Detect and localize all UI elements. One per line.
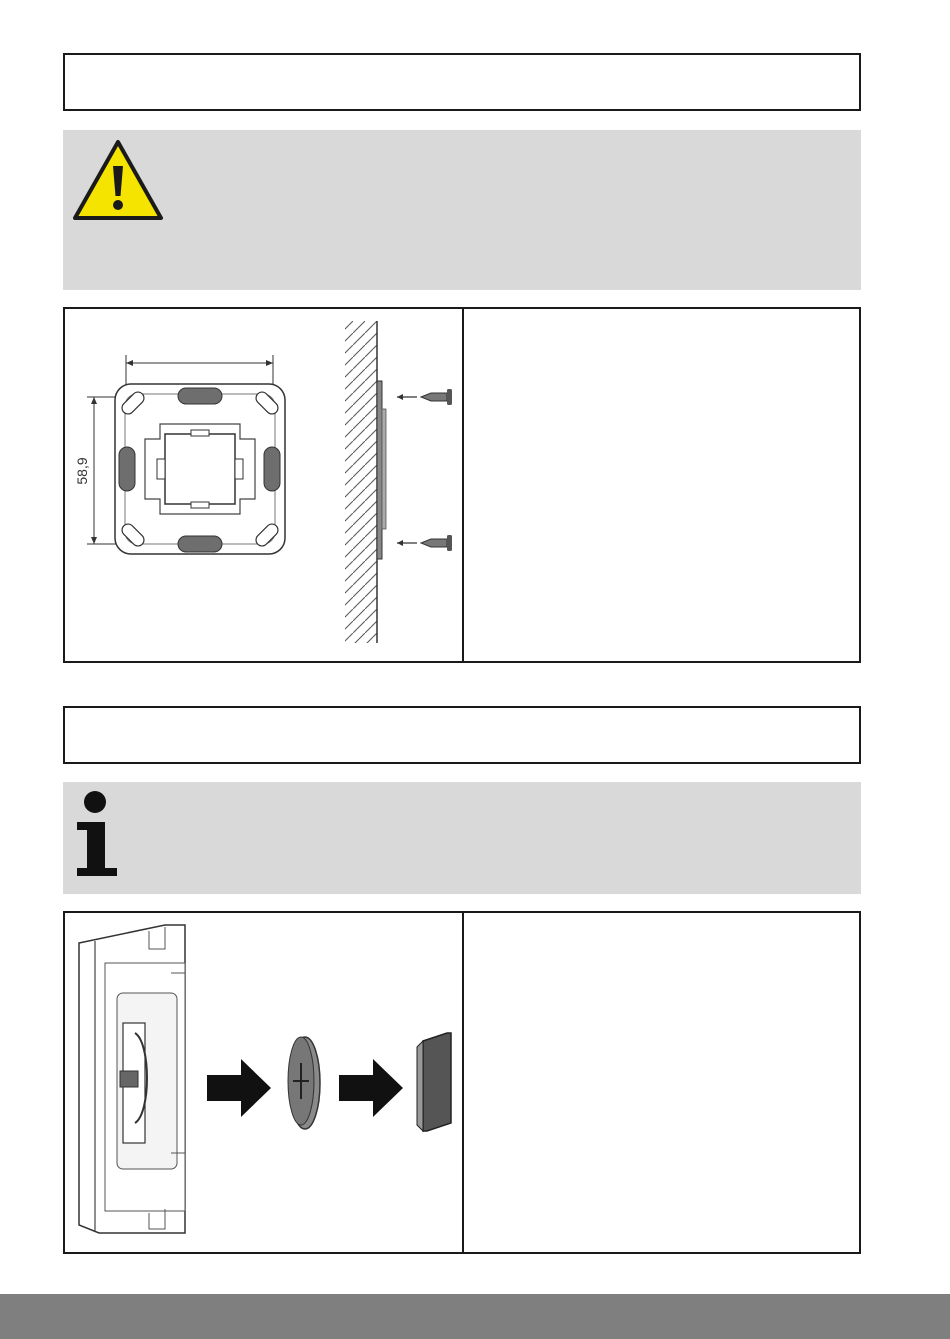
mounting-plate-figure	[65, 309, 462, 661]
info-note	[63, 782, 861, 894]
info-icon	[71, 790, 131, 880]
warning-note	[63, 130, 861, 290]
panel-divider	[462, 309, 464, 661]
battery-replacement-figure	[65, 913, 462, 1252]
section-1-title-box	[63, 53, 861, 111]
footer-bar	[0, 1294, 950, 1339]
mounting-panel	[63, 307, 861, 663]
dimension-label: 58,9	[74, 457, 90, 485]
panel-divider	[462, 913, 464, 1252]
section-2-title-box	[63, 706, 861, 764]
battery-panel	[63, 911, 861, 1254]
warning-triangle-icon	[71, 138, 165, 222]
